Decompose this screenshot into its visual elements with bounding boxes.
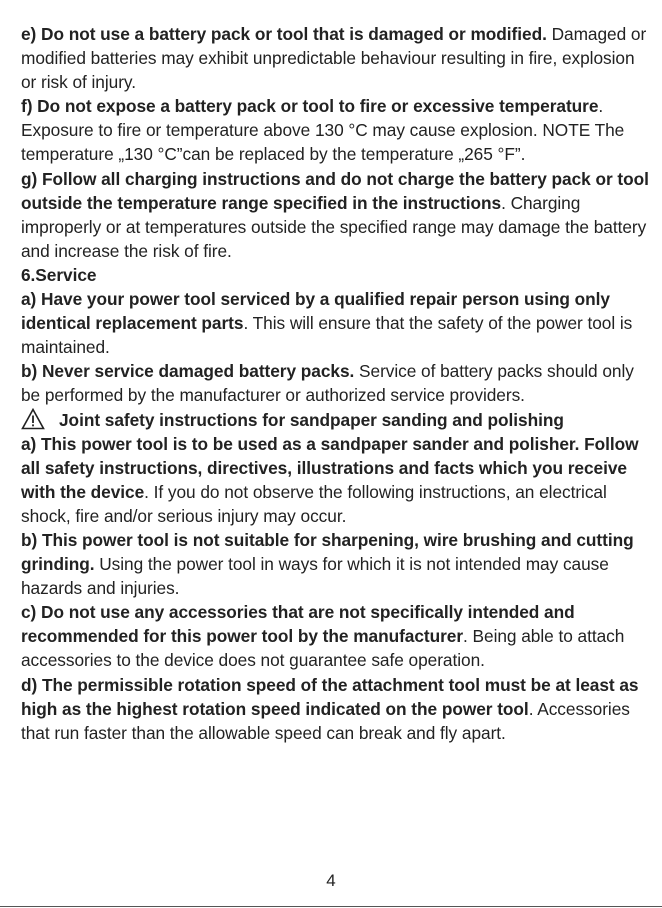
item-body-text: Using the power tool in ways for which it is not intended may cause hazards and injuries. bbox=[21, 554, 609, 599]
item-body-text: . Accessories that run faster than the allowable speed can break and fly apart. bbox=[21, 698, 630, 743]
section-heading-service: 6.Service bbox=[21, 264, 97, 285]
item-e-battery-damaged bbox=[21, 22, 651, 94]
warning-triangle-icon bbox=[21, 408, 45, 430]
item-body-text: . Charging improperly or at temperatures outside the specified range may damage the battery and increase the risk of fire. bbox=[21, 192, 647, 261]
item-body-text: Damaged or modified batteries may exhibit unpredictable behaviour resulting in fire, explosion or risk of injury. bbox=[21, 24, 647, 93]
item-bold-text: a) This power tool is to be used as a sandpaper sander and polisher. Follow all safety instructions, directives, illustrations and facts which you receive with the device bbox=[21, 433, 639, 502]
item-f-fire-temperature bbox=[21, 94, 651, 166]
item-bold-text: c) Do not use any accessories that are not specifically intended and recommended for this power tool by the manufacturer bbox=[21, 602, 575, 647]
item-bold-text: b) This power tool is not suitable for sharpening, wire brushing and cutting grinding. bbox=[21, 529, 634, 575]
item-c-accessories bbox=[21, 600, 651, 672]
item-body-text: . Being able to attach accessories to the device does not guarantee safe operation. bbox=[21, 626, 625, 671]
item-d-rotation-speed bbox=[21, 673, 651, 745]
item-bold-text: e) Do not use a battery pack or tool that is damaged or modified. bbox=[21, 24, 547, 44]
page-number: 4 bbox=[326, 871, 336, 890]
item-bold-text: a) Have your power tool serviced by a qualified repair person using only identical replacement parts bbox=[21, 289, 610, 334]
item-a-qualified-repair bbox=[21, 287, 651, 359]
section-heading-joint-safety bbox=[21, 408, 651, 432]
page-content bbox=[21, 22, 651, 745]
warning-heading-text: Joint safety instructions for sandpaper sanding and polishing bbox=[59, 409, 564, 430]
item-b-not-for-sharpening bbox=[21, 528, 651, 600]
item-body-text: . This will ensure that the safety of the power tool is maintained. bbox=[21, 313, 633, 358]
item-bold-text: d) The permissible rotation speed of the attachment tool must be at least as high as the highest rotation speed indicated on the power tool bbox=[21, 674, 639, 719]
item-body-text: Service of battery packs should only be performed by the manufacturer or authorized service providers. bbox=[21, 361, 634, 406]
bottom-divider bbox=[0, 906, 662, 907]
item-a-sander-polisher bbox=[21, 432, 651, 528]
item-bold-text: g) Follow all charging instructions and do not charge the battery pack or tool outside the temperature range specified in the instructions bbox=[21, 168, 649, 213]
item-g-charging-instructions bbox=[21, 167, 651, 263]
item-body-text: . If you do not observe the following instructions, an electrical shock, fire and/or serious injury may occur. bbox=[21, 481, 607, 526]
item-bold-text: f) Do not expose a battery pack or tool to fire or excessive temperature bbox=[21, 96, 599, 117]
item-bold-text: b) Never service damaged battery packs. bbox=[21, 361, 355, 382]
item-body-text: . Exposure to fire or temperature above 130 °C may cause explosion. NOTE The temperature „130 °C”can be replaced by the temperature „265 °F”. bbox=[21, 96, 625, 165]
item-b-damaged-battery-service bbox=[21, 359, 651, 407]
